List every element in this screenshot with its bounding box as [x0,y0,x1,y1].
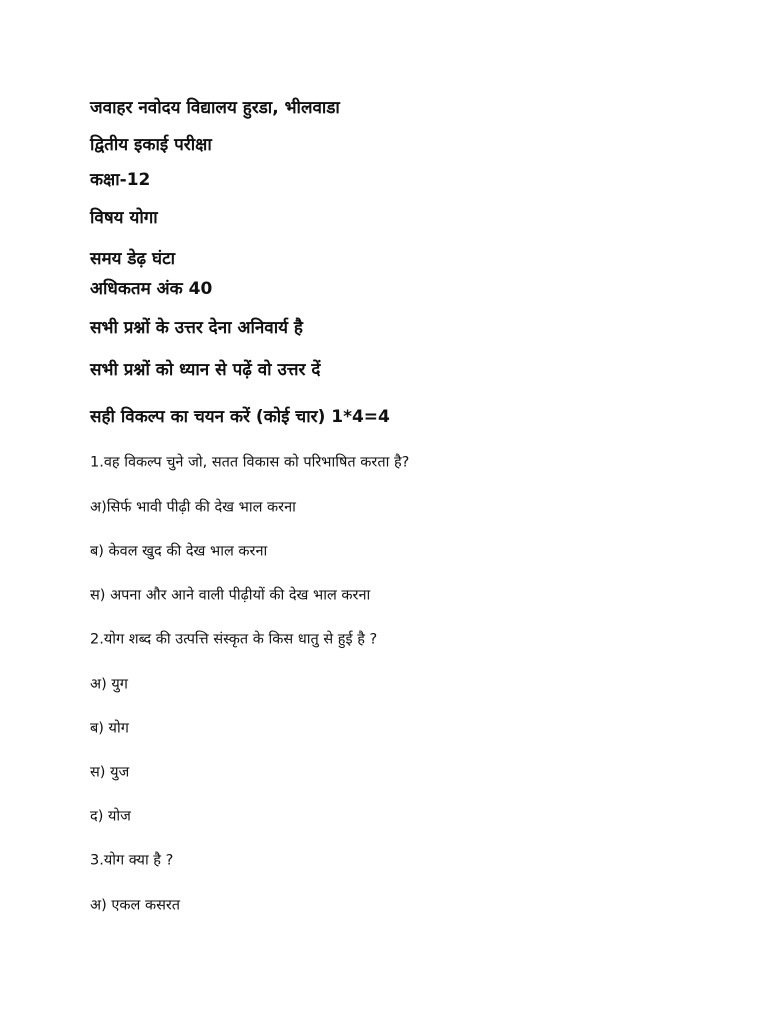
class-label: कक्षा-12 [90,169,151,190]
question-2: 2.योग शब्द की उत्पत्ति संस्कृत के किस धातु से हुई है ? [90,631,378,648]
question-1-option-c: स) अपना और आने वाली पीढ़ीयों की देख भाल करना [90,587,371,604]
instruction-2: सभी प्रश्नों को ध्यान से पढ़ें वो उत्तर दें [90,359,321,380]
subject-label: विषय योगा [90,207,158,228]
question-3: 3.योग क्या है ? [90,852,174,869]
question-2-option-d: द) योज [90,808,131,825]
max-marks-label: अधिकतम अंक 40 [90,278,213,299]
question-3-option-a: अ) एकल कसरत [90,897,181,914]
question-1: 1.वह विकल्प चुने जो, सतत विकास को परिभाषित करता है? [90,454,410,471]
school-name: जवाहर नवोदय विद्यालय हुरडा, भीलवाडा [90,97,340,118]
question-2-option-a: अ) युग [90,676,128,693]
exam-title: द्वितीय इकाई परीक्षा [90,134,212,155]
question-1-option-a: अ)सिर्फ भावी पीढ़ी की देख भाल करना [90,499,296,516]
section-title: सही विकल्प का चयन करें (कोई चार) 1*4=4 [90,406,390,427]
question-2-option-b: ब) योग [90,720,129,737]
question-1-option-b: ब) केवल खुद की देख भाल करना [90,543,268,560]
question-2-option-c: स) युज [90,764,130,781]
time-label: समय डेढ़ घंटा [90,248,176,269]
instruction-1: सभी प्रश्नों के उत्तर देना अनिवार्य है [90,317,303,338]
